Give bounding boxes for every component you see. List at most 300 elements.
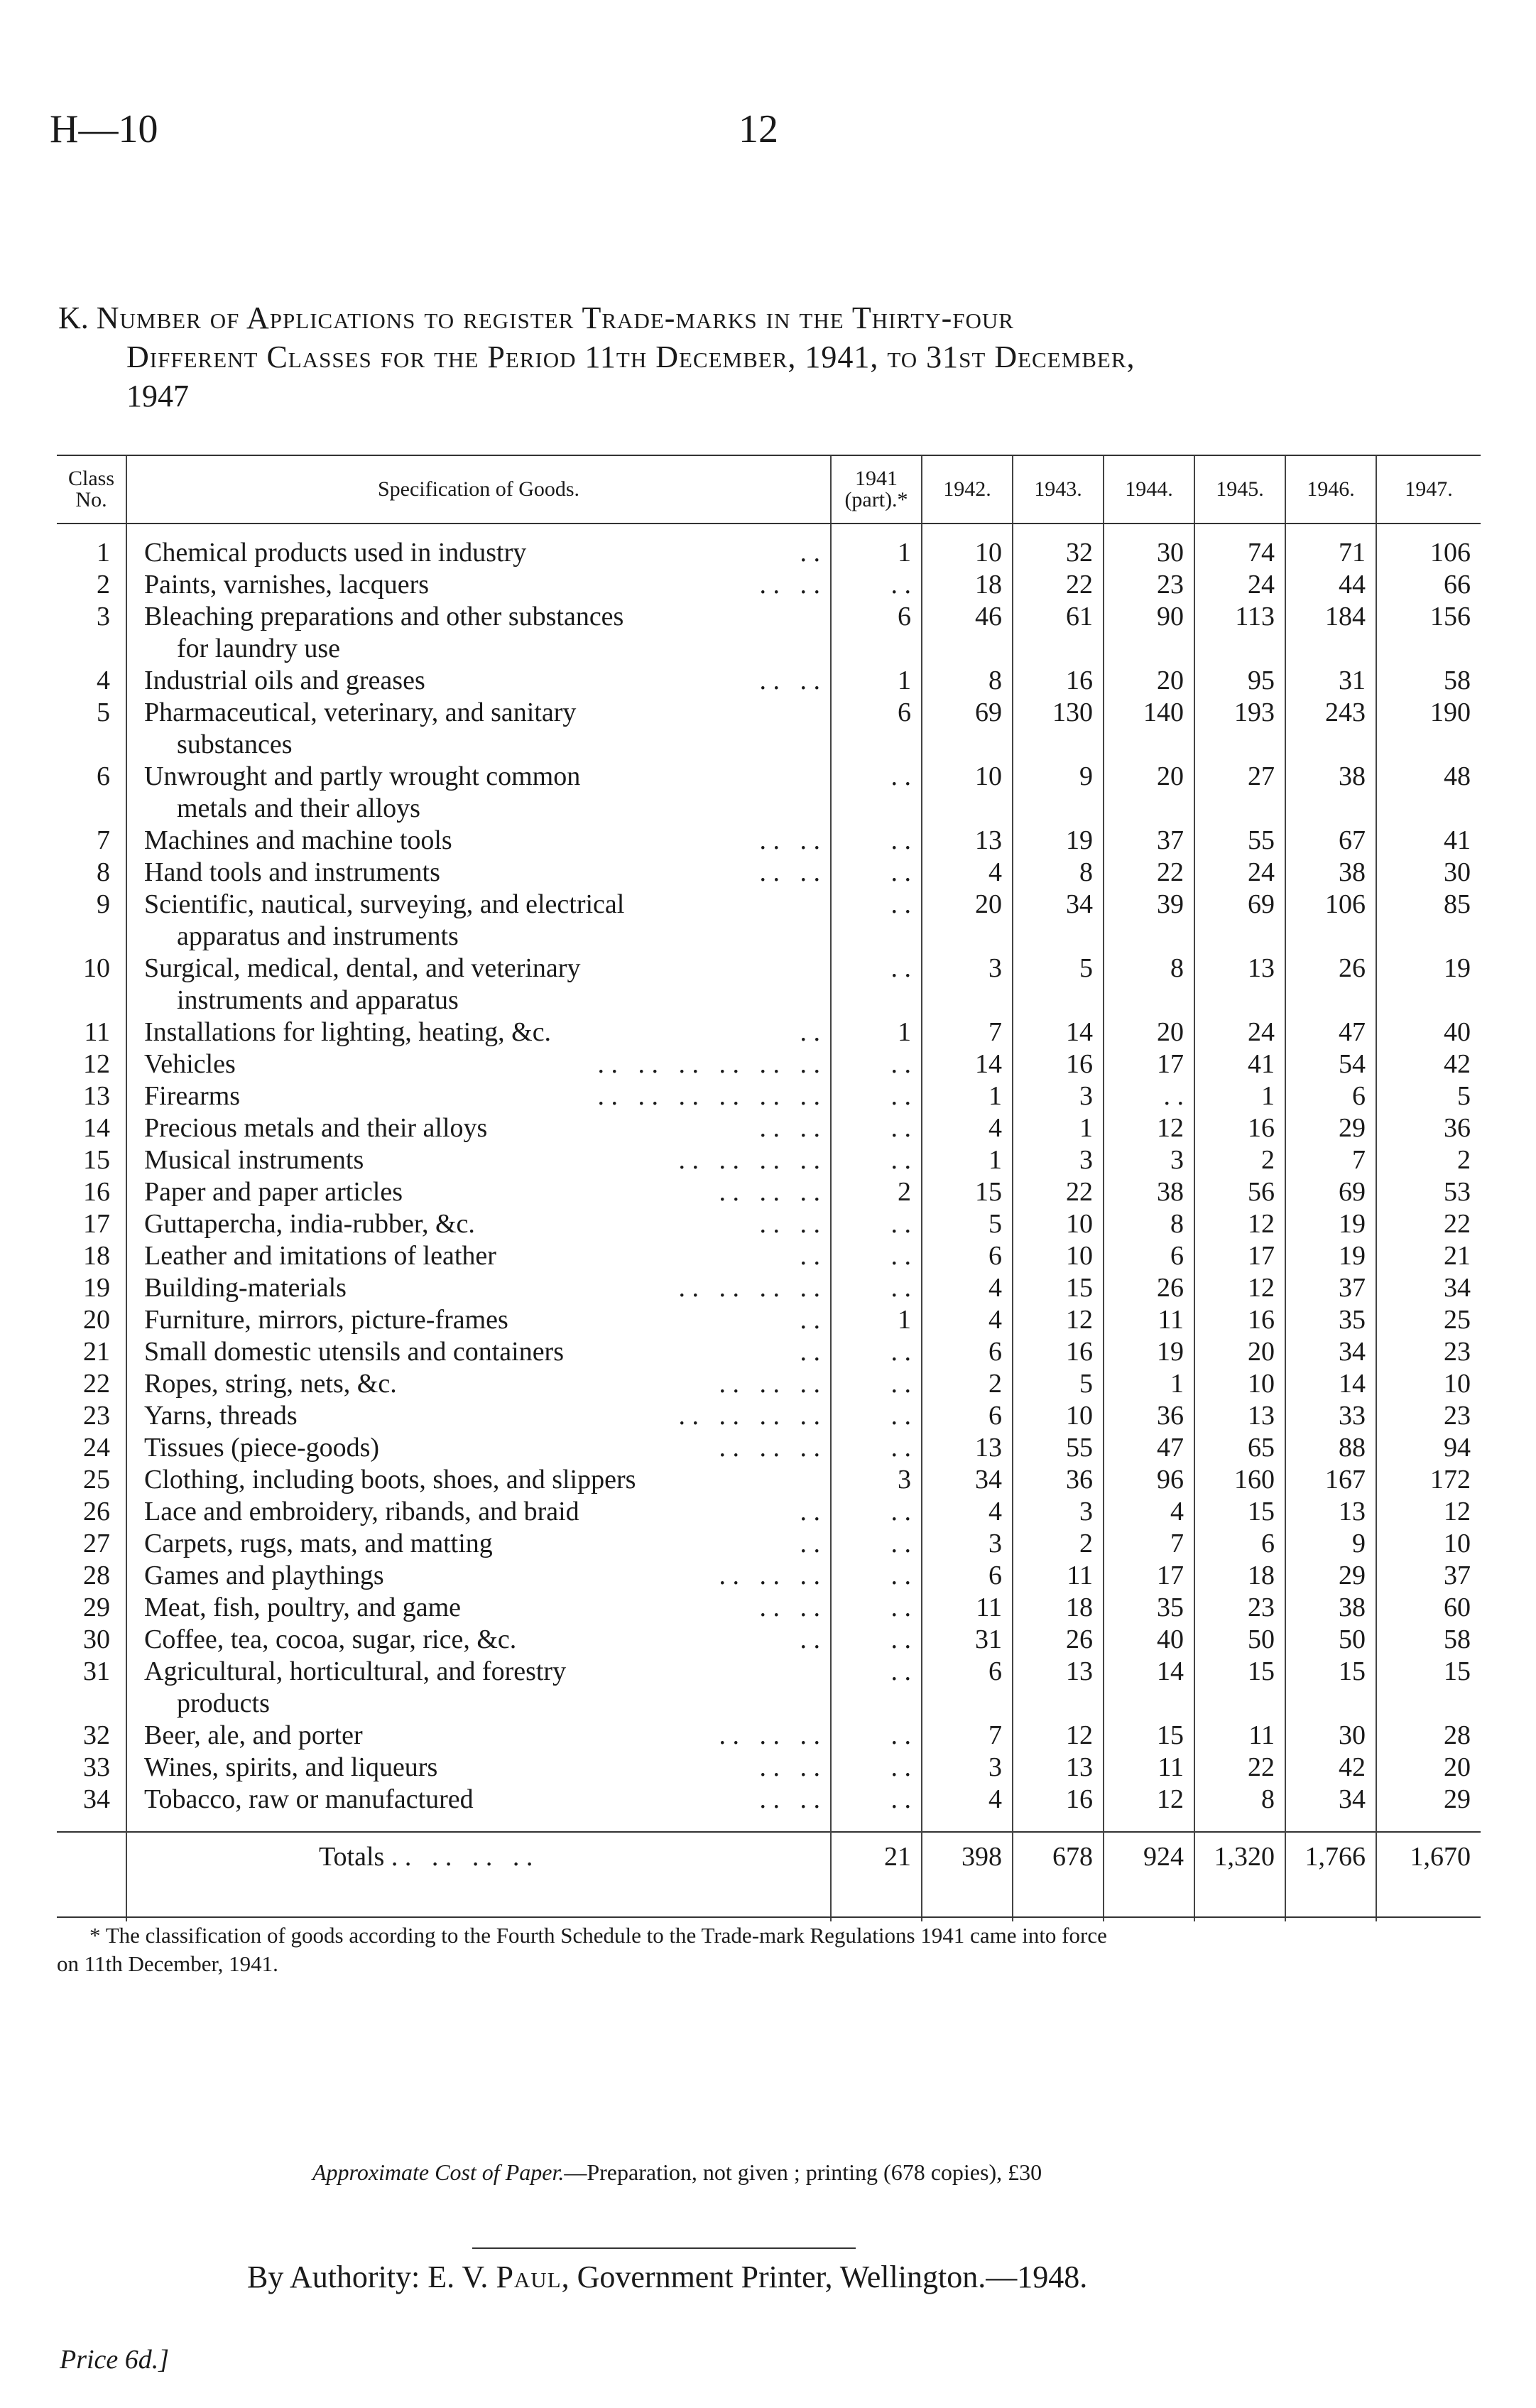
value-1946: 47 — [1285, 1016, 1376, 1048]
value-1946: 14 — [1285, 1368, 1376, 1400]
value-1943: 1 — [1013, 1112, 1104, 1144]
class-number: 32 — [83, 1720, 110, 1750]
value-1942: 6 — [922, 1240, 1013, 1272]
table-row — [57, 1752, 1481, 1784]
value-1943: 10 — [1013, 1208, 1104, 1240]
value-1947: 15 — [1376, 1656, 1481, 1720]
value-1942: 13 — [922, 1432, 1013, 1464]
specification-cell — [126, 665, 831, 697]
value-1944: 140 — [1104, 697, 1194, 761]
value-1946: 19 — [1285, 1240, 1376, 1272]
leader-dots: . . — [786, 1305, 820, 1335]
printer-name: Paul — [496, 2260, 562, 2294]
value-1943: 16 — [1013, 1336, 1104, 1368]
value-1942: 11 — [922, 1592, 1013, 1624]
class-number: 12 — [83, 1049, 110, 1079]
footnote-line-2: on 11th December, 1941. — [57, 1951, 278, 1976]
specification-cell — [126, 761, 831, 825]
value-1947: 28 — [1376, 1720, 1481, 1752]
value-1946: 167 — [1285, 1464, 1376, 1496]
value-1941: . . — [831, 1368, 922, 1400]
value-1947: 85 — [1376, 889, 1481, 953]
specification-cell — [126, 1528, 831, 1560]
title-line-2: Different Classes for the Period 11th December, 1941, to 31st December, — [126, 340, 1135, 374]
value-1943: 61 — [1013, 601, 1104, 665]
value-1941: 3 — [831, 1464, 922, 1496]
total-1944: 924 — [1104, 1832, 1194, 1921]
value-1945: 8 — [1194, 1784, 1285, 1832]
value-1947: 48 — [1376, 761, 1481, 825]
value-1945: 24 — [1194, 857, 1285, 889]
class-number: 14 — [83, 1113, 110, 1143]
table-row — [57, 1336, 1481, 1368]
value-1945: 18 — [1194, 1560, 1285, 1592]
leader-dots: . . . . . . — [705, 1433, 820, 1463]
value-1943: 16 — [1013, 665, 1104, 697]
value-1947: 41 — [1376, 825, 1481, 857]
specification-text: Machines and machine tools — [144, 825, 452, 855]
value-1947: 94 — [1376, 1432, 1481, 1464]
cost-of-paper — [312, 2159, 1042, 2186]
total-1943: 678 — [1013, 1832, 1104, 1921]
value-1945: 24 — [1194, 569, 1285, 601]
specification-cell — [126, 1016, 831, 1048]
value-1947: 42 — [1376, 1048, 1481, 1080]
total-1942: 398 — [922, 1832, 1013, 1921]
value-1942: 6 — [922, 1656, 1013, 1720]
specification-text: Beer, ale, and porter — [144, 1720, 363, 1750]
specification-text: Precious metals and their alloys — [144, 1113, 488, 1143]
specification-text: Ropes, string, nets, &c. — [144, 1369, 397, 1399]
value-1947: 60 — [1376, 1592, 1481, 1624]
value-1942: 4 — [922, 1112, 1013, 1144]
value-1945: 41 — [1194, 1048, 1285, 1080]
specification-cell — [126, 1272, 831, 1304]
specification-cell — [126, 1496, 831, 1528]
value-1942: 3 — [922, 1752, 1013, 1784]
value-1943: 14 — [1013, 1016, 1104, 1048]
class-number: 15 — [83, 1145, 110, 1175]
value-1945: 24 — [1194, 1016, 1285, 1048]
value-1946: 9 — [1285, 1528, 1376, 1560]
specification-continuation: products — [177, 1688, 270, 1718]
value-1945: 17 — [1194, 1240, 1285, 1272]
specification-text: Coffee, tea, cocoa, sugar, rice, &c. — [144, 1625, 517, 1654]
value-1941: . . — [831, 1528, 922, 1560]
leader-dots: . . . . . . — [712, 1561, 820, 1590]
value-1942: 10 — [922, 524, 1013, 569]
header-1945: 1945. — [1194, 455, 1285, 524]
value-1944: 39 — [1104, 889, 1194, 953]
specification-text: Clothing, including boots, shoes, and slippers — [144, 1465, 636, 1495]
value-1941: . . — [831, 1208, 922, 1240]
value-1941: 6 — [831, 697, 922, 761]
table-row — [57, 1368, 1481, 1400]
total-1941: 21 — [831, 1832, 922, 1921]
specification-cell — [126, 1400, 831, 1432]
value-1944: . . — [1104, 1080, 1194, 1112]
table-row — [57, 1080, 1481, 1112]
specification-text: Musical instruments — [144, 1145, 364, 1175]
value-1941: . . — [831, 1624, 922, 1656]
specification-text: Building-materials — [144, 1273, 347, 1303]
title-letter: K. — [58, 300, 89, 335]
value-1946: 6 — [1285, 1080, 1376, 1112]
title-line-3: 1947 — [126, 379, 189, 413]
specification-cell — [126, 857, 831, 889]
value-1944: 19 — [1104, 1336, 1194, 1368]
value-1943: 19 — [1013, 825, 1104, 857]
class-number: 33 — [83, 1752, 110, 1782]
class-number: 28 — [83, 1561, 110, 1590]
page-number: 12 — [739, 107, 778, 151]
specification-text: Industrial oils and greases — [144, 666, 425, 695]
specification-text: Vehicles — [144, 1049, 236, 1079]
value-1942: 5 — [922, 1208, 1013, 1240]
value-1945: 65 — [1194, 1432, 1285, 1464]
totals-label: Totals . . . . . . . . — [126, 1832, 831, 1921]
value-1941: 2 — [831, 1176, 922, 1208]
value-1946: 15 — [1285, 1656, 1376, 1720]
value-1944: 22 — [1104, 857, 1194, 889]
value-1945: 69 — [1194, 889, 1285, 953]
table-row — [57, 697, 1481, 761]
leader-dots: . . . . . . . . — [665, 1145, 820, 1175]
leader-dots: . . . . . . . . — [665, 1273, 820, 1303]
value-1945: 10 — [1194, 1368, 1285, 1400]
class-number: 3 — [97, 602, 110, 631]
specification-text: Unwrought and partly wrought common — [144, 761, 581, 791]
value-1947: 25 — [1376, 1304, 1481, 1336]
value-1947: 10 — [1376, 1368, 1481, 1400]
value-1946: 69 — [1285, 1176, 1376, 1208]
value-1945: 27 — [1194, 761, 1285, 825]
value-1944: 17 — [1104, 1048, 1194, 1080]
specification-text: Hand tools and instruments — [144, 857, 440, 887]
leader-dots: . . . . . . — [712, 1369, 820, 1399]
class-number: 10 — [83, 953, 110, 983]
value-1945: 95 — [1194, 665, 1285, 697]
value-1946: 7 — [1285, 1144, 1376, 1176]
value-1944: 11 — [1104, 1304, 1194, 1336]
footnote-line-1: * The classification of goods according to the Fourth Schedule to the Trade-mark Regulations 1941 came into force — [89, 1923, 1107, 1948]
value-1943: 15 — [1013, 1272, 1104, 1304]
specification-cell — [126, 1656, 831, 1720]
value-1943: 18 — [1013, 1592, 1104, 1624]
value-1946: 54 — [1285, 1048, 1376, 1080]
specification-text: Pharmaceutical, veterinary, and sanitary — [144, 698, 577, 727]
value-1944: 20 — [1104, 761, 1194, 825]
class-number: 29 — [83, 1593, 110, 1622]
specification-text: Installations for lighting, heating, &c. — [144, 1017, 552, 1047]
specification-cell — [126, 1720, 831, 1752]
table-row — [57, 1496, 1481, 1528]
value-1941: . . — [831, 1784, 922, 1832]
value-1947: 23 — [1376, 1400, 1481, 1432]
value-1943: 32 — [1013, 524, 1104, 569]
specification-text: Tobacco, raw or manufactured — [144, 1784, 474, 1814]
value-1944: 36 — [1104, 1400, 1194, 1432]
value-1941: . . — [831, 889, 922, 953]
specification-text: Tissues (piece-goods) — [144, 1433, 380, 1463]
value-1943: 3 — [1013, 1496, 1104, 1528]
value-1945: 74 — [1194, 524, 1285, 569]
value-1942: 31 — [922, 1624, 1013, 1656]
value-1947: 21 — [1376, 1240, 1481, 1272]
specification-cell — [126, 1784, 831, 1832]
specification-cell — [126, 1592, 831, 1624]
leader-dots: . . . . . . . . . . . . — [584, 1049, 820, 1079]
class-number: 7 — [97, 825, 110, 855]
class-number: 21 — [83, 1337, 110, 1367]
value-1947: 66 — [1376, 569, 1481, 601]
value-1941: . . — [831, 1048, 922, 1080]
table-row — [57, 953, 1481, 1016]
value-1947: 58 — [1376, 665, 1481, 697]
value-1945: 12 — [1194, 1272, 1285, 1304]
value-1943: 8 — [1013, 857, 1104, 889]
class-number: 16 — [83, 1177, 110, 1207]
value-1946: 26 — [1285, 953, 1376, 1016]
value-1941: . . — [831, 1112, 922, 1144]
value-1941: . . — [831, 825, 922, 857]
value-1943: 55 — [1013, 1432, 1104, 1464]
value-1942: 14 — [922, 1048, 1013, 1080]
class-number: 27 — [83, 1529, 110, 1558]
value-1941: . . — [831, 569, 922, 601]
class-number: 26 — [83, 1497, 110, 1526]
value-1944: 90 — [1104, 601, 1194, 665]
value-1941: 1 — [831, 665, 922, 697]
specification-text: Firearms — [144, 1081, 241, 1111]
value-1944: 15 — [1104, 1720, 1194, 1752]
value-1943: 5 — [1013, 953, 1104, 1016]
specification-cell — [126, 1368, 831, 1400]
value-1941: . . — [831, 1080, 922, 1112]
value-1942: 20 — [922, 889, 1013, 953]
value-1945: 11 — [1194, 1720, 1285, 1752]
value-1946: 88 — [1285, 1432, 1376, 1464]
class-number: 19 — [83, 1273, 110, 1303]
table-row — [57, 1016, 1481, 1048]
value-1941: . . — [831, 1432, 922, 1464]
value-1945: 2 — [1194, 1144, 1285, 1176]
value-1947: 37 — [1376, 1560, 1481, 1592]
header-1942: 1942. — [922, 455, 1013, 524]
table-row — [57, 665, 1481, 697]
value-1944: 8 — [1104, 953, 1194, 1016]
header-1944: 1944. — [1104, 455, 1194, 524]
value-1941: . . — [831, 1592, 922, 1624]
value-1947: 20 — [1376, 1752, 1481, 1784]
value-1942: 18 — [922, 569, 1013, 601]
value-1946: 106 — [1285, 889, 1376, 953]
value-1942: 6 — [922, 1560, 1013, 1592]
leader-dots: . . . . . . — [705, 1177, 820, 1207]
value-1946: 19 — [1285, 1208, 1376, 1240]
table-row — [57, 1560, 1481, 1592]
value-1941: . . — [831, 1560, 922, 1592]
class-number: 2 — [97, 570, 110, 600]
class-number: 20 — [83, 1305, 110, 1335]
leader-dots: . . — [786, 1529, 820, 1558]
specification-continuation: metals and their alloys — [177, 793, 420, 823]
value-1947: 19 — [1376, 953, 1481, 1016]
value-1943: 2 — [1013, 1528, 1104, 1560]
value-1941: . . — [831, 1272, 922, 1304]
specification-cell — [126, 1560, 831, 1592]
value-1944: 11 — [1104, 1752, 1194, 1784]
value-1944: 96 — [1104, 1464, 1194, 1496]
specification-cell — [126, 1144, 831, 1176]
table-row — [57, 1176, 1481, 1208]
value-1944: 12 — [1104, 1784, 1194, 1832]
value-1943: 26 — [1013, 1624, 1104, 1656]
value-1945: 6 — [1194, 1528, 1285, 1560]
value-1941: . . — [831, 1400, 922, 1432]
leader-dots: . . . . — [753, 1113, 820, 1143]
specification-cell — [126, 569, 831, 601]
value-1947: 5 — [1376, 1080, 1481, 1112]
leader-dots: . . . . . . — [705, 1720, 820, 1750]
table-row — [57, 1528, 1481, 1560]
value-1944: 35 — [1104, 1592, 1194, 1624]
value-1943: 36 — [1013, 1464, 1104, 1496]
total-1946: 1,766 — [1285, 1832, 1376, 1921]
value-1943: 13 — [1013, 1656, 1104, 1720]
value-1945: 55 — [1194, 825, 1285, 857]
header-1941: 1941 (part).* — [831, 455, 922, 524]
table-row — [57, 825, 1481, 857]
table-row — [57, 524, 1481, 569]
table-row — [57, 1624, 1481, 1656]
specification-cell — [126, 1176, 831, 1208]
value-1947: 156 — [1376, 601, 1481, 665]
value-1943: 5 — [1013, 1368, 1104, 1400]
specification-text: Bleaching preparations and other substances — [144, 602, 624, 631]
specification-text: Carpets, rugs, mats, and matting — [144, 1529, 493, 1558]
value-1942: 3 — [922, 953, 1013, 1016]
specification-text: Guttapercha, india-rubber, &c. — [144, 1209, 475, 1239]
value-1944: 26 — [1104, 1272, 1194, 1304]
value-1943: 10 — [1013, 1400, 1104, 1432]
class-number: 30 — [83, 1625, 110, 1654]
value-1946: 34 — [1285, 1336, 1376, 1368]
value-1941: 6 — [831, 601, 922, 665]
specification-continuation: substances — [177, 730, 293, 759]
table-row — [57, 1208, 1481, 1240]
specification-cell — [126, 1432, 831, 1464]
table-row — [57, 1720, 1481, 1752]
value-1943: 12 — [1013, 1720, 1104, 1752]
class-number: 5 — [97, 698, 110, 727]
specification-text: Yarns, threads — [144, 1401, 298, 1431]
value-1942: 4 — [922, 857, 1013, 889]
value-1946: 37 — [1285, 1272, 1376, 1304]
value-1942: 3 — [922, 1528, 1013, 1560]
footnote-rule — [57, 1916, 1481, 1918]
class-number: 11 — [84, 1017, 110, 1047]
value-1945: 160 — [1194, 1464, 1285, 1496]
value-1946: 38 — [1285, 857, 1376, 889]
leader-dots: . . . . — [746, 666, 820, 695]
value-1942: 7 — [922, 1016, 1013, 1048]
specification-cell — [126, 1464, 831, 1496]
specification-text: Scientific, nautical, surveying, and electrical — [144, 889, 625, 919]
value-1945: 13 — [1194, 1400, 1285, 1432]
value-1946: 29 — [1285, 1112, 1376, 1144]
value-1944: 37 — [1104, 825, 1194, 857]
specification-continuation: apparatus and instruments — [177, 921, 459, 951]
value-1946: 42 — [1285, 1752, 1376, 1784]
value-1947: 58 — [1376, 1624, 1481, 1656]
header-1947: 1947. — [1376, 455, 1481, 524]
value-1947: 172 — [1376, 1464, 1481, 1496]
class-number: 24 — [83, 1433, 110, 1463]
specification-text: Games and playthings — [144, 1561, 384, 1590]
value-1946: 34 — [1285, 1784, 1376, 1832]
printer-authority — [247, 2259, 1087, 2295]
specification-cell — [126, 697, 831, 761]
value-1944: 20 — [1104, 1016, 1194, 1048]
value-1947: 30 — [1376, 857, 1481, 889]
value-1942: 4 — [922, 1496, 1013, 1528]
value-1946: 71 — [1285, 524, 1376, 569]
leader-dots: . . — [793, 1497, 820, 1526]
footnote — [57, 1921, 1481, 1978]
value-1944: 4 — [1104, 1496, 1194, 1528]
value-1943: 10 — [1013, 1240, 1104, 1272]
value-1945: 15 — [1194, 1496, 1285, 1528]
value-1941: . . — [831, 857, 922, 889]
table-row — [57, 889, 1481, 953]
value-1947: 12 — [1376, 1496, 1481, 1528]
specification-text: Wines, spirits, and liqueurs — [144, 1752, 438, 1782]
specification-cell — [126, 1624, 831, 1656]
value-1941: . . — [831, 1336, 922, 1368]
value-1947: 40 — [1376, 1016, 1481, 1048]
value-1941: . . — [831, 1656, 922, 1720]
table-row — [57, 1592, 1481, 1624]
class-number: 17 — [83, 1209, 110, 1239]
class-number: 8 — [97, 857, 110, 887]
specification-cell — [126, 1240, 831, 1272]
table-row — [57, 1656, 1481, 1720]
table-row — [57, 1144, 1481, 1176]
leader-dots: . . . . — [746, 1752, 820, 1782]
trademark-applications-table — [57, 455, 1481, 1921]
value-1946: 44 — [1285, 569, 1376, 601]
document-reference: H—10 — [50, 107, 158, 151]
value-1943: 3 — [1013, 1080, 1104, 1112]
value-1946: 184 — [1285, 601, 1376, 665]
leader-dots: . . — [786, 1337, 820, 1367]
header-1943: 1943. — [1013, 455, 1104, 524]
specification-cell — [126, 1080, 831, 1112]
value-1942: 7 — [922, 1720, 1013, 1752]
table-title — [58, 298, 1478, 416]
leader-dots: . . . . — [746, 570, 820, 600]
header-class-no: Class No. — [57, 455, 126, 524]
table-row — [57, 1304, 1481, 1336]
value-1945: 20 — [1194, 1336, 1285, 1368]
class-number: 13 — [83, 1081, 110, 1111]
value-1947: 190 — [1376, 697, 1481, 761]
table-row — [57, 569, 1481, 601]
value-1945: 50 — [1194, 1624, 1285, 1656]
value-1941: . . — [831, 953, 922, 1016]
specification-cell — [126, 1336, 831, 1368]
